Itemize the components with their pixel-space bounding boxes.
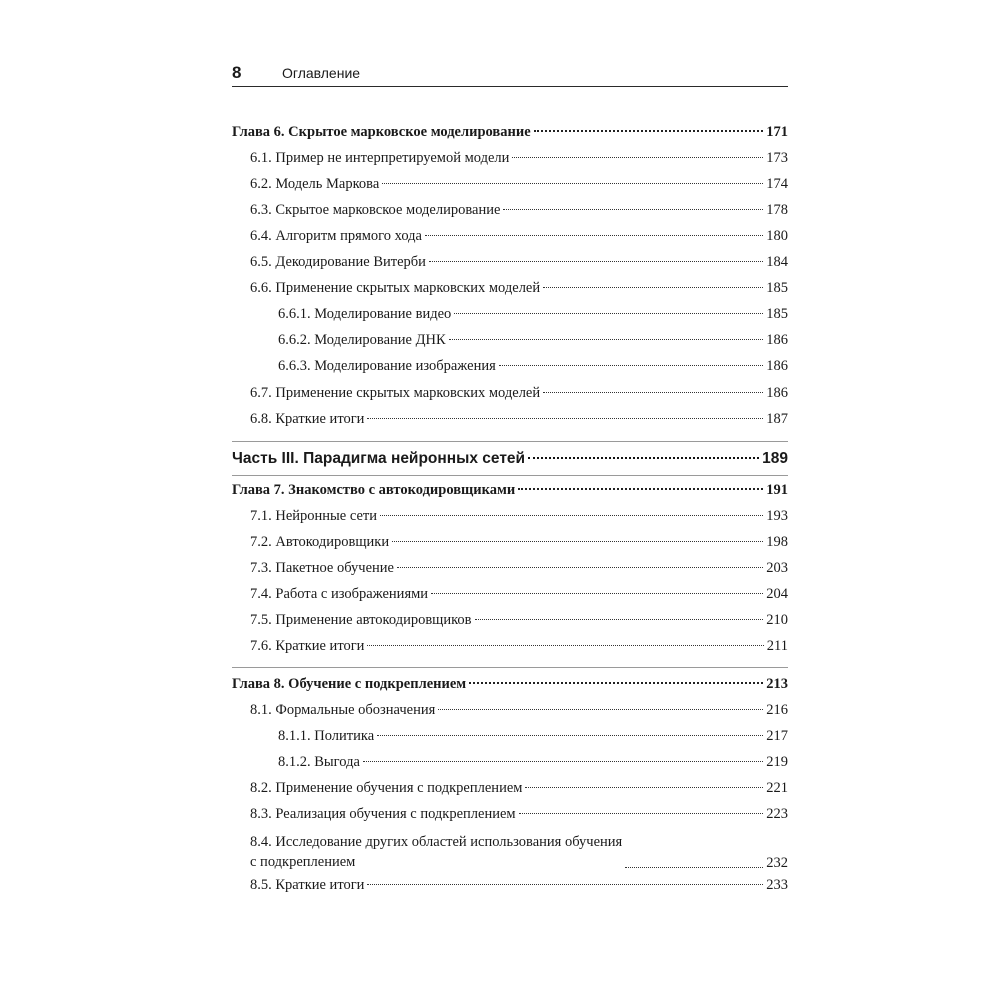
toc-entry-page: 223 — [766, 806, 788, 822]
section-divider — [232, 475, 788, 476]
toc-entry-label: 6.8. Краткие итоги — [250, 411, 365, 427]
toc-entry-8-1-2[interactable] — [232, 754, 788, 771]
toc-entry-label: 8.3. Реализация обучения с подкреплением — [250, 806, 516, 822]
toc-entry-6-6[interactable] — [232, 280, 788, 297]
toc-entry-page: 180 — [766, 228, 788, 244]
leader-dots — [367, 418, 763, 419]
leader-dots — [475, 619, 764, 620]
toc-entry-page: 184 — [766, 254, 788, 270]
leader-dots — [543, 287, 763, 288]
toc-entry-page: 171 — [766, 124, 788, 140]
toc-entry-6-6-1[interactable] — [232, 306, 788, 323]
toc-entry-6-6-3[interactable] — [232, 358, 788, 375]
toc-entry-label: 7.4. Работа с изображениями — [250, 586, 429, 602]
leader-dots — [525, 787, 763, 788]
toc-entry-label: Глава 7. Знакомство с автокодировщиками — [232, 482, 516, 498]
leader-dots — [363, 761, 763, 762]
leader-dots — [382, 183, 763, 184]
toc-entry-page: 232 — [766, 855, 788, 871]
leader-dots — [377, 735, 763, 736]
toc-entry-label: 8.2. Применение обучения с подкреплением — [250, 780, 523, 796]
toc-entry-label: 6.1. Пример не интерпретируемой модели — [250, 150, 510, 166]
toc-entry-label: 7.6. Краткие итоги — [250, 638, 365, 654]
leader-dots — [425, 235, 763, 236]
toc-entry-label: 6.2. Модель Маркова — [250, 176, 380, 192]
toc-entry-label: 7.5. Применение автокодировщиков — [250, 612, 472, 628]
toc-entry-label: 7.1. Нейронные сети — [250, 508, 378, 524]
toc-entry-label: 6.4. Алгоритм прямого хода — [250, 228, 422, 244]
toc-entry-8-5[interactable] — [232, 877, 788, 894]
toc-entry-6-5[interactable] — [232, 254, 788, 271]
toc-entry-label: 6.6. Применение скрытых марковских моделей — [250, 280, 541, 296]
toc-part-3[interactable] — [232, 450, 788, 467]
toc-entry-page: 219 — [766, 754, 788, 770]
toc-entry-page: 217 — [766, 728, 788, 744]
toc-entry-page: 204 — [766, 586, 788, 602]
toc-entry-page: 191 — [766, 482, 788, 498]
toc-entry-6-3[interactable] — [232, 202, 788, 219]
toc-entry-6-1[interactable] — [232, 150, 788, 167]
toc-entry-label: 6.6.3. Моделирование изображения — [278, 358, 496, 374]
toc-entry-8-1[interactable] — [232, 702, 788, 719]
leader-dots — [534, 130, 764, 132]
toc-entry-8-2[interactable] — [232, 780, 788, 797]
toc-entry-label: 6.5. Декодирование Витерби — [250, 254, 426, 270]
toc-entry-8-3[interactable] — [232, 806, 788, 823]
toc-entry-8-1-1[interactable] — [232, 728, 788, 745]
leader-dots — [625, 867, 763, 868]
toc-entry-page: 216 — [766, 702, 788, 718]
leader-dots — [543, 392, 763, 393]
toc-entry-page: 185 — [766, 306, 788, 322]
toc-entry-6-7[interactable] — [232, 385, 788, 402]
toc-entry-label: Часть III. Парадигма нейронных сетей — [232, 450, 526, 467]
toc-entry-label: 6.6.1. Моделирование видео — [278, 306, 452, 322]
toc-entry-label: 7.2. Автокодировщики — [250, 534, 390, 550]
toc-entry-page: 187 — [766, 411, 788, 427]
toc-entry-label: 6.6.2. Моделирование ДНК — [278, 332, 446, 348]
toc-entry-label-line1: 8.4. Исследование других областей использования обучения — [250, 834, 623, 850]
toc-chapter-7[interactable] — [232, 482, 788, 499]
toc-chapter-6[interactable] — [232, 124, 788, 141]
leader-dots — [367, 645, 763, 646]
toc-entry-label: 8.1.1. Политика — [278, 728, 375, 744]
page-number: 8 — [232, 63, 242, 82]
toc-entry-page: 221 — [766, 780, 788, 796]
leader-dots — [454, 313, 763, 314]
leader-dots — [392, 541, 763, 542]
leader-dots — [429, 261, 763, 262]
toc-entry-page: 189 — [762, 450, 788, 467]
leader-dots — [469, 682, 763, 684]
leader-dots — [512, 157, 763, 158]
toc-entry-label: 6.3. Скрытое марковское моделирование — [250, 202, 501, 218]
toc-entry-label: Глава 6. Скрытое марковское моделирование — [232, 124, 531, 140]
leader-dots — [438, 709, 763, 710]
toc-entry-label: 8.5. Краткие итоги — [250, 877, 365, 893]
toc-entry-page: 186 — [766, 358, 788, 374]
toc-entry-page: 173 — [766, 150, 788, 166]
toc-entry-6-6-2[interactable] — [232, 332, 788, 349]
toc-entry-7-6[interactable] — [232, 638, 788, 655]
toc-entry-page: 185 — [766, 280, 788, 296]
leader-dots — [528, 457, 759, 459]
toc-entry-page: 186 — [766, 385, 788, 401]
toc-entry-page: 213 — [766, 676, 788, 692]
toc-entry-page: 210 — [766, 612, 788, 628]
leader-dots — [503, 209, 763, 210]
section-divider — [232, 667, 788, 668]
toc-entry-page: 193 — [766, 508, 788, 524]
toc-entry-page: 198 — [766, 534, 788, 550]
leader-dots — [367, 884, 763, 885]
toc-entry-6-2[interactable] — [232, 176, 788, 193]
toc-entry-page: 186 — [766, 332, 788, 348]
toc-entry-page: 203 — [766, 560, 788, 576]
toc-entry-8-4[interactable] — [232, 832, 788, 872]
toc-entry-7-2[interactable] — [232, 534, 788, 551]
leader-dots — [499, 365, 763, 366]
toc-entry-7-5[interactable] — [232, 612, 788, 629]
running-header — [232, 62, 788, 87]
toc-entry-label-line2: с подкреплением — [250, 854, 356, 870]
toc-entry-label: Глава 8. Обучение с подкреплением — [232, 676, 467, 692]
toc-entry-7-3[interactable] — [232, 560, 788, 577]
leader-dots — [519, 813, 764, 814]
leader-dots — [518, 488, 763, 490]
toc-entry-6-4[interactable] — [232, 228, 788, 245]
toc-chapter-8[interactable] — [232, 676, 788, 693]
leader-dots — [431, 593, 763, 594]
toc-entry-page: 233 — [766, 877, 788, 893]
toc-entry-label: 8.1.2. Выгода — [278, 754, 360, 770]
section-divider — [232, 441, 788, 442]
toc-entry-page: 211 — [766, 638, 788, 654]
toc-entry-7-4[interactable] — [232, 586, 788, 603]
leader-dots — [380, 515, 763, 516]
leader-dots — [397, 567, 763, 568]
toc-entry-7-1[interactable] — [232, 508, 788, 525]
toc-entry-label: 6.7. Применение скрытых марковских моделей — [250, 385, 541, 401]
toc-entry-page: 178 — [766, 202, 788, 218]
toc-entry-page: 174 — [766, 176, 788, 192]
toc-entry-6-8[interactable] — [232, 411, 788, 428]
header-title: Оглавление — [282, 65, 361, 81]
toc-entry-label: 7.3. Пакетное обучение — [250, 560, 394, 576]
leader-dots — [449, 339, 764, 340]
toc-entry-label — [250, 832, 622, 872]
toc-entry-label: 8.1. Формальные обозначения — [250, 702, 436, 718]
